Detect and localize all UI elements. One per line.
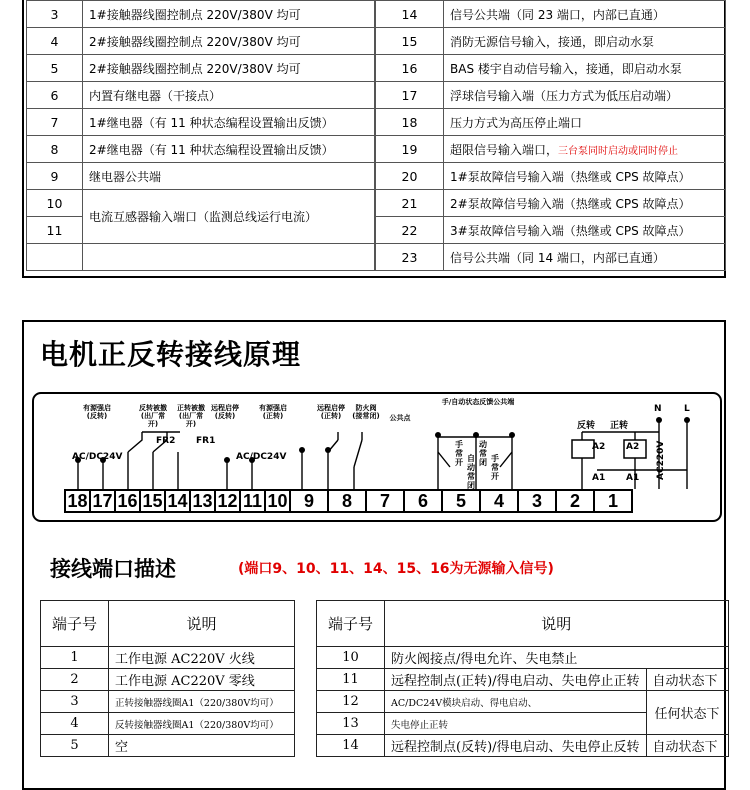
- table-row: [27, 136, 726, 163]
- terminal-13: 13: [189, 489, 216, 513]
- terminal-number: 19: [376, 136, 444, 163]
- terminal-number: 20: [376, 163, 444, 190]
- table-row: [27, 28, 726, 55]
- terminal-4: 4: [479, 489, 519, 513]
- label-t11: 远程启停(正转): [317, 404, 345, 420]
- terminal-description: 远程控制点(正转)/得电启动、失电停止正转: [385, 669, 647, 691]
- table-row: [317, 691, 729, 713]
- terminal-number: 10: [317, 647, 385, 669]
- terminal-number: 6: [27, 82, 83, 109]
- terminal-description: BAS 楼宇自动信号输入，接通，即启动水泵: [444, 55, 726, 82]
- label-t18: 有源强启(反转): [83, 404, 111, 420]
- terminal-number: 5: [27, 55, 83, 82]
- table-header: [317, 601, 729, 647]
- table-row: [41, 691, 295, 713]
- label-l: L: [684, 404, 690, 414]
- terminal-table-right: [316, 600, 729, 757]
- terminal-description: 2#泵故障信号输入端（热继或 CPS 故障点）: [444, 190, 726, 217]
- table-row: [317, 647, 729, 669]
- terminal-number: 3: [41, 691, 109, 713]
- label-n: N: [654, 404, 662, 414]
- label-manual2: 手常开: [491, 454, 499, 481]
- label-t14: 远程启停(反转): [211, 404, 239, 420]
- terminal-description: 反转接触器线圈A1（220/380V均可）: [109, 713, 295, 735]
- table-row: [317, 735, 729, 757]
- table-row: [27, 109, 726, 136]
- passive-input-note: (端口9、10、11、14、15、16为无源输入信号): [238, 561, 554, 577]
- label-fr2: FR2: [156, 436, 176, 446]
- terminal-2: 2: [555, 489, 595, 513]
- warning-text: 三台泵同时启动或同时停止: [558, 145, 679, 157]
- terminal-number: 11: [317, 669, 385, 691]
- table-row: [27, 163, 726, 190]
- terminal-17: 17: [89, 489, 116, 513]
- terminal-number: 2: [41, 669, 109, 691]
- terminal-10: 10: [264, 489, 291, 513]
- terminal-number: [27, 244, 83, 271]
- terminal-description: 空: [109, 735, 295, 757]
- terminal-description: 工作电源 AC220V 零线: [109, 669, 295, 691]
- table-row: [27, 190, 726, 217]
- label-a1-2: A1: [626, 473, 640, 483]
- table-row: [27, 55, 726, 82]
- terminal-description: [83, 244, 375, 271]
- terminal-description: 消防无源信号输入，接通，即启动水泵: [444, 28, 726, 55]
- terminal-number: 13: [317, 713, 385, 735]
- table-row: [41, 713, 295, 735]
- terminal-number: 17: [376, 82, 444, 109]
- terminal-number: 5: [41, 735, 109, 757]
- label-t10: 防火阀(接常闭): [352, 404, 380, 420]
- table-row: [317, 669, 729, 691]
- table-header: [41, 601, 295, 647]
- label-a1-1: A1: [592, 473, 606, 483]
- terminal-description: 浮球信号输入端（压力方式为低压启动端）: [444, 82, 726, 109]
- terminal-number: 21: [376, 190, 444, 217]
- table-row: [27, 244, 726, 271]
- label-ac220: AC220V: [656, 440, 666, 480]
- terminal-description: 继电器公共端: [83, 163, 375, 190]
- terminal-number: 4: [27, 28, 83, 55]
- status-note: 任何状态下: [646, 691, 728, 735]
- terminal-description: 2#接触器线圈控制点 220V/380V 均可: [83, 55, 375, 82]
- terminal-description: 1#继电器（有 11 种状态编程设置输出反馈）: [83, 109, 375, 136]
- terminal-6: 6: [403, 489, 443, 513]
- label-a2-1: A2: [592, 442, 606, 452]
- terminal-description: 2#接触器线圈控制点 220V/380V 均可: [83, 28, 375, 55]
- terminal-number: 18: [376, 109, 444, 136]
- section-title: 电机正反转接线原理: [40, 338, 302, 371]
- terminal-number: 16: [376, 55, 444, 82]
- terminal-number: 11: [27, 217, 83, 244]
- terminal-description: 超限信号输入端口，三台泵同时启动或同时停止: [444, 136, 726, 163]
- terminal-number: 4: [41, 713, 109, 735]
- label-auto2: 自动常闭: [467, 454, 475, 490]
- status-note: 自动状态下: [646, 669, 728, 691]
- header-cell: 说明: [109, 601, 295, 647]
- label-a2-2: A2: [626, 442, 640, 452]
- terminal-strip: [64, 489, 631, 513]
- terminal-7: 7: [365, 489, 405, 513]
- terminal-14: 14: [164, 489, 191, 513]
- table-row: [41, 735, 295, 757]
- terminal-11: 11: [239, 489, 266, 513]
- terminal-8: 8: [327, 489, 367, 513]
- label-t8: 手/自动状态反馈公共端: [441, 398, 515, 406]
- terminal-number: 1: [41, 647, 109, 669]
- terminal-18: 18: [64, 489, 91, 513]
- table-row: [41, 647, 295, 669]
- label-ac1: AC/DC24V: [72, 452, 123, 462]
- terminal-number: 14: [376, 1, 444, 28]
- terminal-description: 1#泵故障信号输入端（热继或 CPS 故障点）: [444, 163, 726, 190]
- label-ac2: AC/DC24V: [236, 452, 287, 462]
- terminal-description: 信号公共端（同 14 端口，内部已直通）: [444, 244, 726, 271]
- terminal-description: 防火阀接点/得电允许、失电禁止: [385, 647, 729, 669]
- port-description-title: 接线端口描述: [50, 557, 176, 581]
- table-row: [27, 1, 726, 28]
- header-cell: 端子号: [41, 601, 109, 647]
- terminal-9: 9: [289, 489, 329, 513]
- label-fwd: 正转: [610, 421, 629, 431]
- terminal-number: 22: [376, 217, 444, 244]
- terminal-description: 1#接触器线圈控制点 220V/380V 均可: [83, 1, 375, 28]
- terminal-1: 1: [593, 489, 633, 513]
- terminal-description: 3#泵故障信号输入端（热继或 CPS 故障点）: [444, 217, 726, 244]
- terminal-number: 15: [376, 28, 444, 55]
- terminal-number: 12: [317, 691, 385, 713]
- terminal-number: 10: [27, 190, 83, 217]
- header-cell: 端子号: [317, 601, 385, 647]
- terminal-number: 23: [376, 244, 444, 271]
- terminal-3: 3: [517, 489, 557, 513]
- terminal-number: 14: [317, 735, 385, 757]
- terminal-number: 8: [27, 136, 83, 163]
- terminal-description: 压力方式为高压停止端口: [444, 109, 726, 136]
- terminal-description: 远程控制点(反转)/得电启动、失电停止反转: [385, 735, 647, 757]
- terminal-table-top: [26, 0, 726, 271]
- terminal-number: 7: [27, 109, 83, 136]
- table-row: [27, 82, 726, 109]
- terminal-description: 失电停止正转: [385, 713, 647, 735]
- terminal-description: 电流互感器输入端口（监测总线运行电流）: [83, 190, 375, 244]
- label-auto: 动常闭: [479, 440, 487, 467]
- terminal-15: 15: [139, 489, 166, 513]
- terminal-12: 12: [214, 489, 241, 513]
- terminal-description: 工作电源 AC220V 火线: [109, 647, 295, 669]
- label-manual: 手常开: [455, 440, 463, 467]
- terminal-table-left: [40, 600, 295, 757]
- label-t9: 公共点: [389, 414, 411, 422]
- header-cell: 说明: [385, 601, 729, 647]
- table-row: [41, 669, 295, 691]
- label-fr1: FR1: [196, 436, 216, 446]
- label-t15: 正转被撤(出厂常开): [177, 404, 205, 428]
- label-t16: 反转被撤(出厂常开): [139, 404, 167, 428]
- terminal-number: 9: [27, 163, 83, 190]
- terminal-description: 信号公共端（同 23 端口，内部已直通）: [444, 1, 726, 28]
- label-t12: 有源强启(正转): [259, 404, 287, 420]
- terminal-5: 5: [441, 489, 481, 513]
- terminal-description: AC/DC24V模块启动、得电启动、: [385, 691, 647, 713]
- terminal-description: 正转接触器线圈A1（220/380V均可）: [109, 691, 295, 713]
- terminal-description: 2#继电器（有 11 种状态编程设置输出反馈）: [83, 136, 375, 163]
- terminal-description: 内置有继电器（干接点）: [83, 82, 375, 109]
- label-rev: 反转: [577, 421, 596, 431]
- terminal-16: 16: [114, 489, 141, 513]
- terminal-number: 3: [27, 1, 83, 28]
- status-note: 自动状态下: [646, 735, 728, 757]
